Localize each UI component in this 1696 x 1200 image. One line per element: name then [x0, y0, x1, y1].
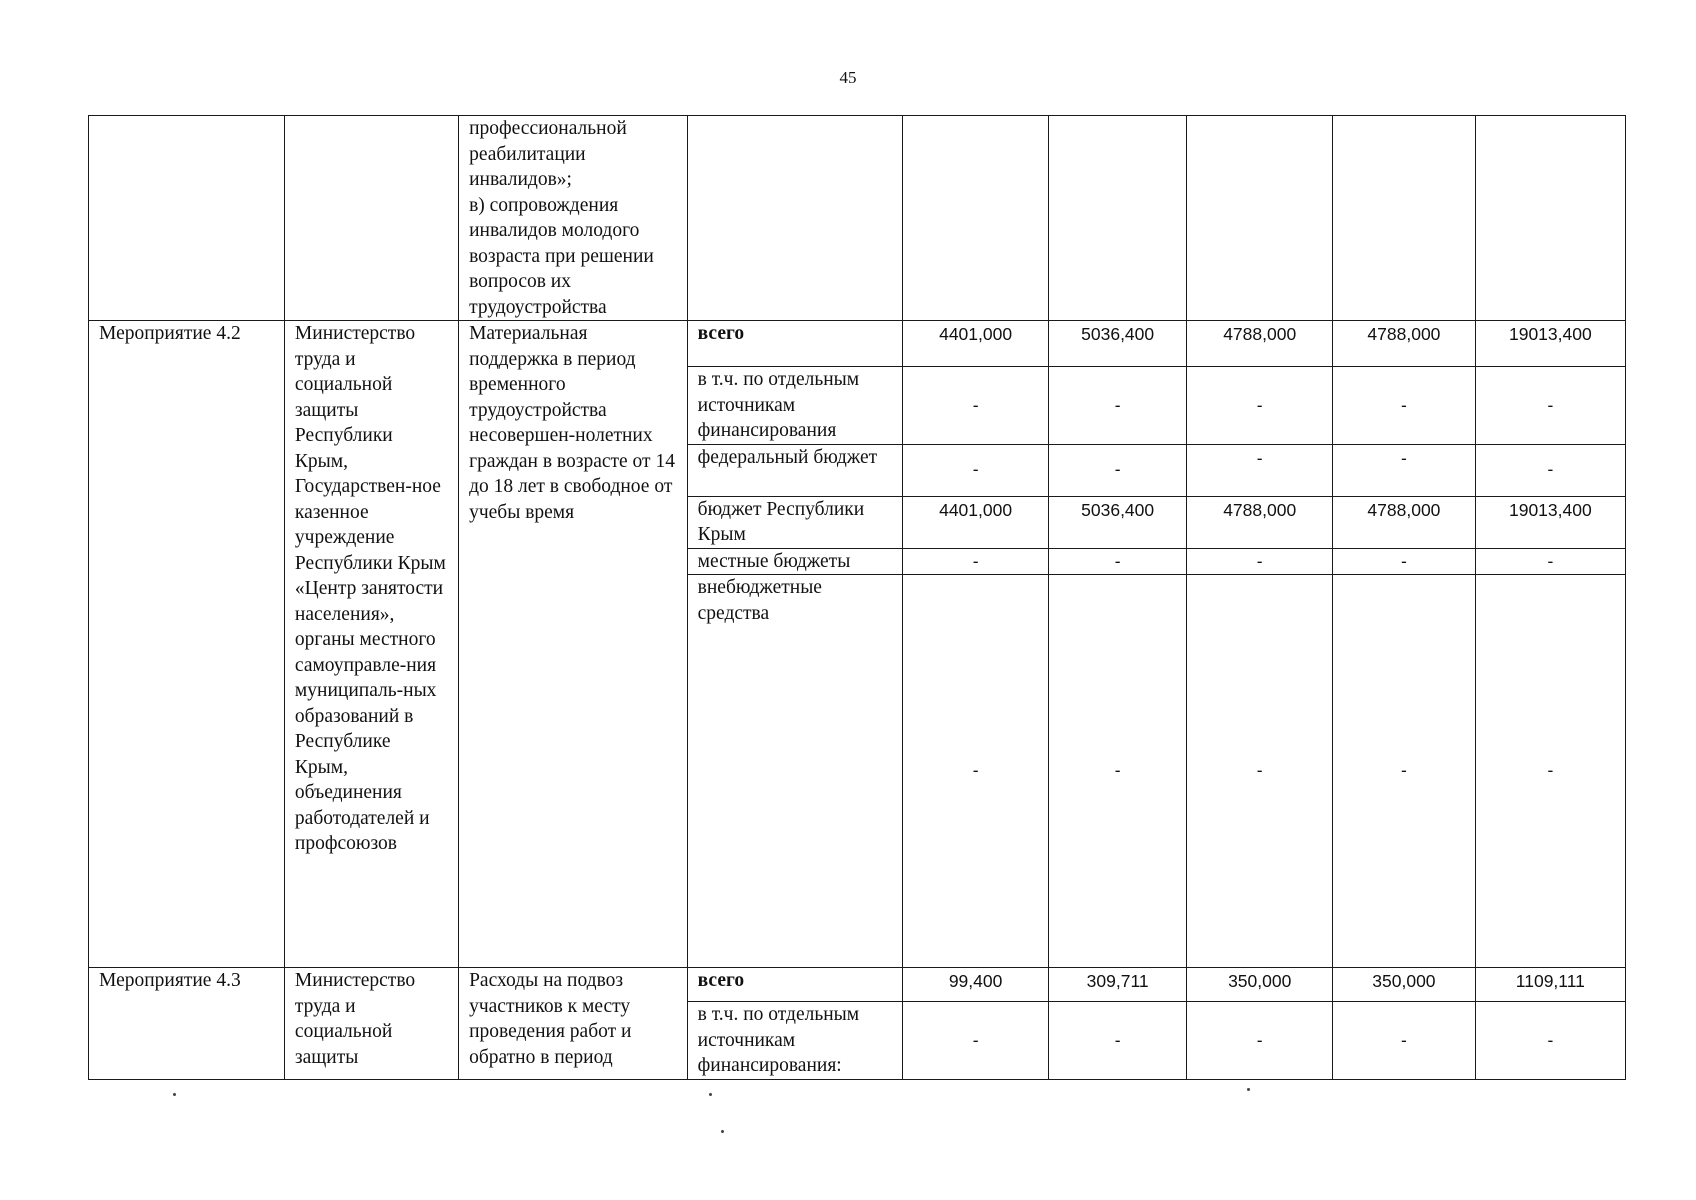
- value-cell: -: [1333, 548, 1476, 575]
- source-cell: [687, 116, 903, 321]
- page-number: 45: [839, 68, 857, 87]
- value-cell: [1187, 116, 1333, 321]
- source-cell: всего: [687, 321, 903, 367]
- table-row: [89, 116, 1626, 321]
- source-cell: в т.ч. по отдельным источникам финансирования:: [687, 1002, 903, 1080]
- value-cell: -: [1333, 367, 1476, 445]
- value-cell: -: [1333, 575, 1476, 968]
- value-cell: -: [903, 367, 1049, 445]
- value-cell: -: [1187, 367, 1333, 445]
- value-cell: 19013,400: [1475, 496, 1625, 548]
- scan-speck: [721, 1130, 724, 1133]
- value-cell: -: [1333, 444, 1476, 496]
- value-cell: [903, 116, 1049, 321]
- value-cell: -: [1187, 1002, 1333, 1080]
- value-cell: -: [1187, 444, 1333, 496]
- value-cell: 19013,400: [1475, 321, 1625, 367]
- value-cell: 350,000: [1333, 968, 1476, 1002]
- value-cell: [1333, 116, 1476, 321]
- value-cell: -: [1475, 575, 1625, 968]
- value-cell: -: [1187, 575, 1333, 968]
- value-cell: 5036,400: [1049, 321, 1187, 367]
- table-row: [89, 968, 1626, 1002]
- value-cell: -: [1333, 1002, 1476, 1080]
- value-cell: 350,000: [1187, 968, 1333, 1002]
- value-cell: -: [903, 1002, 1049, 1080]
- scan-speck: [173, 1093, 176, 1096]
- value-cell: -: [1475, 444, 1625, 496]
- scan-speck: [709, 1093, 712, 1096]
- value-cell: -: [1049, 367, 1187, 445]
- value-cell: -: [1187, 548, 1333, 575]
- value-cell: -: [1049, 548, 1187, 575]
- value-cell: 5036,400: [1049, 496, 1187, 548]
- event-cell: Мероприятие 4.3: [89, 968, 285, 1080]
- source-cell: всего: [687, 968, 903, 1002]
- value-cell: 4788,000: [1187, 321, 1333, 367]
- value-cell: -: [1475, 1002, 1625, 1080]
- event-cell: Мероприятие 4.2: [89, 321, 285, 968]
- value-cell: -: [1049, 575, 1187, 968]
- value-cell: -: [903, 444, 1049, 496]
- value-cell: 4788,000: [1333, 496, 1476, 548]
- value-cell: 4788,000: [1187, 496, 1333, 548]
- value-cell: 309,711: [1049, 968, 1187, 1002]
- value-cell: -: [903, 575, 1049, 968]
- value-cell: 4788,000: [1333, 321, 1476, 367]
- description-cell: Материальная поддержка в период временного трудоустройства несовершен-нолетних граждан в возрасте от 14 до 18 лет в свободное от учебы время: [459, 321, 688, 968]
- value-cell: 4401,000: [903, 321, 1049, 367]
- scan-speck: [1247, 1088, 1250, 1091]
- event-cell: [89, 116, 285, 321]
- value-cell: -: [903, 548, 1049, 575]
- description-cell: профессиональной реабилитации инвалидов»; в) сопровождения инвалидов молодого возраста при решении вопросов их трудоустройства: [459, 116, 688, 321]
- value-cell: -: [1475, 548, 1625, 575]
- table-row: [89, 321, 1626, 367]
- source-cell: в т.ч. по отдельным источникам финансирования: [687, 367, 903, 445]
- executor-cell: Министерство труда и социальной защиты: [284, 968, 458, 1080]
- value-cell: 4401,000: [903, 496, 1049, 548]
- value-cell: 99,400: [903, 968, 1049, 1002]
- executor-cell: Министерство труда и социальной защиты Республики Крым, Государствен-ное казенное учреждение Республики Крым «Центр занятости населения», органы местного самоуправле-ния муниципаль-ных образований в Республике Крым, объединения работодателей и профсоюзов: [284, 321, 458, 968]
- value-cell: [1049, 116, 1187, 321]
- source-cell: местные бюджеты: [687, 548, 903, 575]
- executor-cell: [284, 116, 458, 321]
- value-cell: -: [1475, 367, 1625, 445]
- source-cell: внебюджетные средства: [687, 575, 903, 968]
- value-cell: -: [1049, 1002, 1187, 1080]
- source-cell: федеральный бюджет: [687, 444, 903, 496]
- source-cell: бюджет Республики Крым: [687, 496, 903, 548]
- value-cell: [1475, 116, 1625, 321]
- description-cell: Расходы на подвоз участников к месту проведения работ и обратно в период: [459, 968, 688, 1080]
- financing-table: [88, 115, 1626, 1080]
- value-cell: -: [1049, 444, 1187, 496]
- value-cell: 1109,111: [1475, 968, 1625, 1002]
